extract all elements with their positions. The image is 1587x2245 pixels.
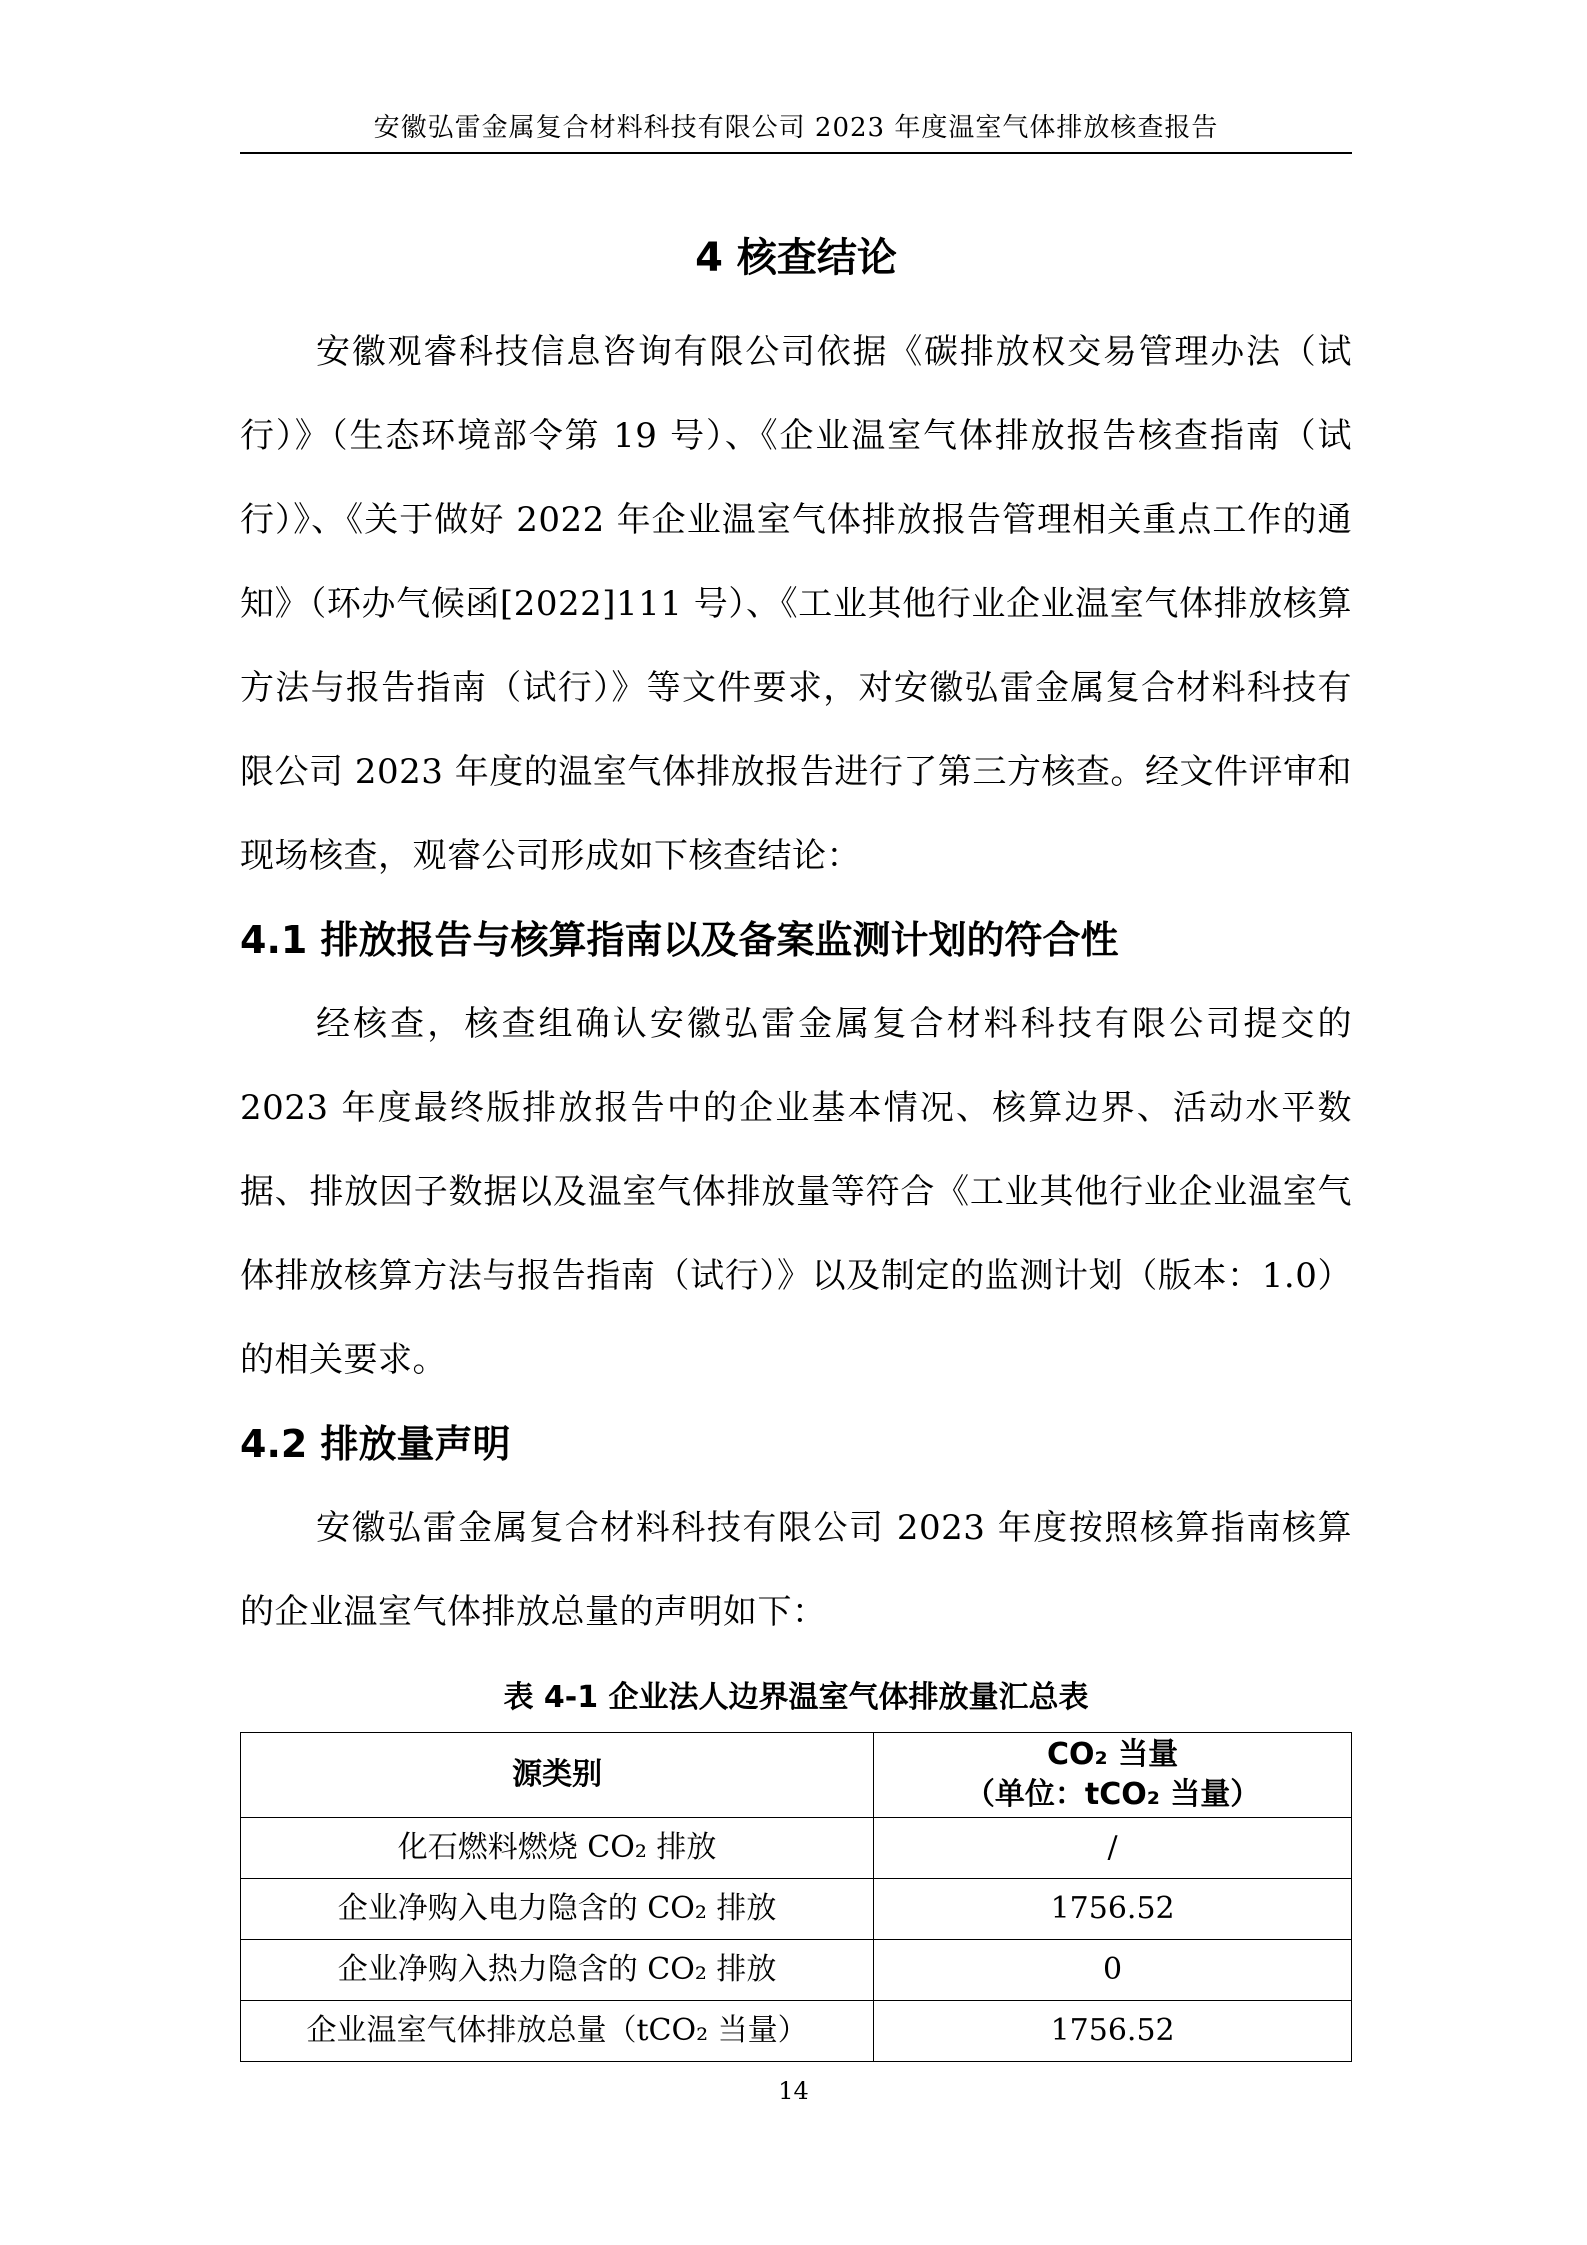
row-source-cell: 企业净购入电力隐含的 CO₂ 排放 xyxy=(241,1879,874,1940)
running-header: 安徽弘雷金属复合材料科技有限公司 2023 年度温室气体排放核查报告 xyxy=(373,113,1219,143)
table-row xyxy=(241,1940,1352,2001)
table-header-row xyxy=(241,1733,1352,1818)
subsection-4-1-paragraph: 经核查，核查组确认安徽弘雷金属复合材料科技有限公司提交的 2023 年度最终版排放报告中的企业基本情况、核算边界、活动水平数据、排放因子数据以及温室气体排放量等符合《工业其他行业企业温室气体排放核算方法与报告指南（试行）》以及制定的监测计划（版本：1.0）的相关要求。 xyxy=(240,1004,1352,1380)
header-source-category: 源类别 xyxy=(241,1733,874,1818)
header-unit-label: （单位：tCO₂ 当量） xyxy=(964,1777,1261,1812)
section-intro-paragraph: 安徽观睿科技信息咨询有限公司依据《碳排放权交易管理办法（试行）》（生态环境部令第 19 号）、《企业温室气体排放报告核查指南（试行）》、《关于做好 2022 年企业温室气体排放报告管理相关重点工作的通知》（环办气候函[2022]111 号）、《工业其他行业企业温室气体排放核算方法与报告指南（试行）》等文件要求，对安徽弘雷金属复合材料科技有限公司 2023 年度的温室气体排放报告进行了第三方核查。经文件评审和现场核查，观睿公司形成如下核查结论： xyxy=(240,332,1352,876)
subsection-title-4-2: 4.2 排放量声明 xyxy=(240,1422,511,1466)
table-row xyxy=(241,2001,1352,2062)
page-number: 14 xyxy=(778,2077,809,2105)
table-row xyxy=(241,1818,1352,1879)
subsection-4-2-paragraph: 安徽弘雷金属复合材料科技有限公司 2023 年度按照核算指南核算的企业温室气体排放总量的声明如下： xyxy=(240,1508,1352,1632)
row-amount-cell: 1756.52 xyxy=(874,1879,1352,1940)
header-co2-equivalent xyxy=(874,1733,1352,1818)
table-row xyxy=(241,1879,1352,1940)
table-caption: 表 4-1 企业法人边界温室气体排放量汇总表 xyxy=(503,1680,1089,1715)
section-title: 4 核查结论 xyxy=(695,235,897,281)
row-source-cell: 企业净购入热力隐含的 CO₂ 排放 xyxy=(241,1940,874,2001)
row-source-cell: 企业温室气体排放总量（tCO₂ 当量） xyxy=(241,2001,874,2062)
row-amount-cell: / xyxy=(874,1818,1352,1879)
row-source-cell: 化石燃料燃烧 CO₂ 排放 xyxy=(241,1818,874,1879)
emissions-summary-table xyxy=(240,1732,1352,2062)
page-content xyxy=(240,228,1352,2062)
row-amount-cell: 1756.52 xyxy=(874,2001,1352,2062)
row-amount-cell: 0 xyxy=(874,1940,1352,2001)
subsection-title-4-1: 4.1 排放报告与核算指南以及备案监测计划的符合性 xyxy=(240,918,1119,962)
header-rule xyxy=(240,152,1352,154)
header-co2-equivalent-label: CO₂ 当量 xyxy=(1047,1737,1179,1772)
